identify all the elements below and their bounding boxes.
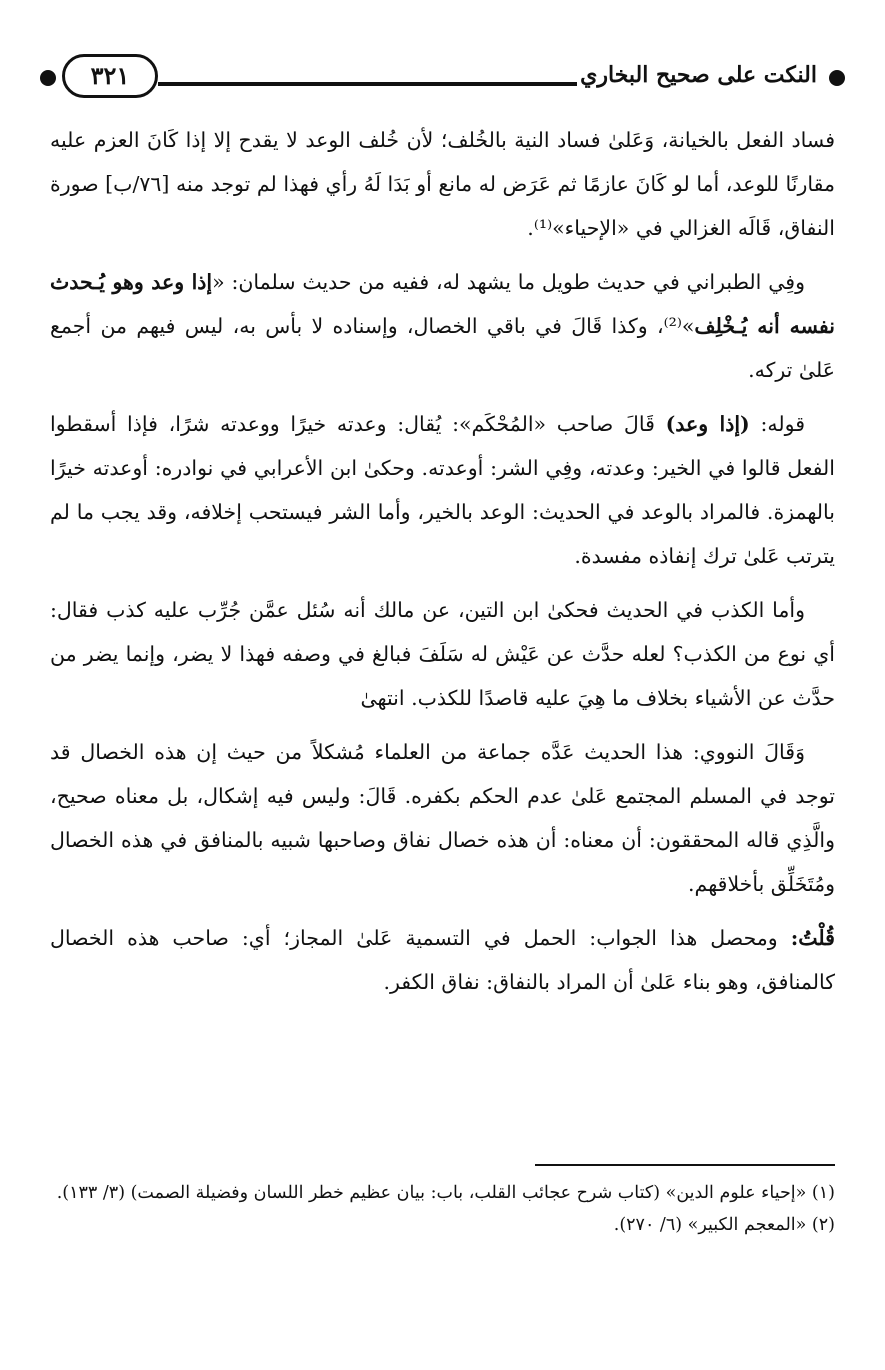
footnote: (٢) «المعجم الكبير» (٦/ ٢٧٠).	[613, 1215, 835, 1235]
text-segment: قوله:	[749, 412, 805, 436]
header-bullet-left	[40, 70, 56, 86]
footnotes	[50, 1178, 835, 1242]
header-title: النكت على صحيح البخاري	[580, 62, 817, 88]
paragraph	[50, 118, 835, 250]
header-rule	[158, 82, 577, 86]
lemma-quote: (إذا وعد)	[665, 412, 750, 436]
text-segment: فساد الفعل بالخيانة، وَعَلىٰ فساد النية بالخُلف؛ لأن خُلف الوعد لا يقدح إلا إذا كَانَ العزم عليه مقارنًا للوعد، أما لو كَانَ عازمًا ثم عَرَض له مانع أو بَدَا لَهُ رأي فهذا لم توجد منه [٧٦/ب] صورة النفاق، قَالَه الغزالي في «الإحياء»⁽¹⁾.	[50, 128, 835, 240]
text-segment: »⁽²⁾، وكذا قَالَ في باقي الخصال، وإسناده لا بأس به، ليس فيهم من أجمع عَلىٰ تركه.	[50, 314, 835, 382]
paragraph	[50, 588, 835, 720]
text-segment: وفِي الطبراني في حديث طويل ما يشهد له، ففيه من حديث سلمان: «	[212, 270, 805, 294]
footnote: (١) «إحياء علوم الدين» (كتاب شرح عجائب القلب، باب: بيان عظيم خطر اللسان وفضيلة الصمت) (٣/ ١٣٣).	[56, 1183, 835, 1203]
main-text	[50, 118, 835, 1014]
author-remark-label: قُلْتُ:	[790, 926, 835, 950]
footnote-separator	[535, 1164, 835, 1166]
text-segment: وَقَالَ النووي: هذا الحديث عَدَّه جماعة من العلماء مُشكلاً من حيث إن هذه الخصال قد توجد في المسلم المجتمع عَلىٰ عدم الحكم بكفره. قَالَ: وليس فيه إشكال، بل معناه صحيح، والَّذِي قاله المحققون: أن معناه: أن هذه خصال نفاق وصاحبها شبيه بالمنافق في هذه الخصال ومُتَخَلِّق بأخلاقهم.	[50, 740, 835, 896]
text-segment: قَالَ صاحب «المُحْكَم»: يُقال: وعدته خيرًا ووعدته شرًا، فإذا أسقطوا الفعل قالوا في الخير: وعدته، وفِي الشر: أوعدته. وحكىٰ ابن الأعرابي في نوادره: أوعدته خيرًا بالهمزة. فالمراد بالوعد في الحديث: الوعد بالخير، وأما الشر فيستحب إخلافه، وقد يجب ما لم يترتب عَلىٰ ترك إنفاذه مفسدة.	[50, 412, 835, 568]
page-number: ٣٢١	[62, 54, 158, 98]
paragraph	[50, 730, 835, 906]
running-header	[40, 48, 845, 108]
text-segment: وأما الكذب في الحديث فحكىٰ ابن التين، عن مالك أنه سُئل عمَّن جُرِّب عليه كذب فقال: أي نوع من الكذب؟ لعله حدَّث عن عَيْش له سَلَفَ فبالغ في وصفه فهذا لا يضر، وإنما يضر من حدَّث عن الأشياء بخلاف ما هِيَ عليه قاصدًا للكذب. انتهىٰ	[50, 598, 835, 710]
header-bullet-right	[829, 70, 845, 86]
paragraph	[50, 402, 835, 578]
text-segment: ومحصل هذا الجواب: الحمل في التسمية عَلىٰ المجاز؛ أي: صاحب هذه الخصال كالمنافق، وهو بناء عَلىٰ أن المراد بالنفاق: نفاق الكفر.	[50, 926, 835, 994]
paragraph	[50, 260, 835, 392]
hadith-quote: إذا وعد وهو يُـحدث نفسه أنه يُـخْلِف	[50, 270, 835, 338]
paragraph	[50, 916, 835, 1004]
